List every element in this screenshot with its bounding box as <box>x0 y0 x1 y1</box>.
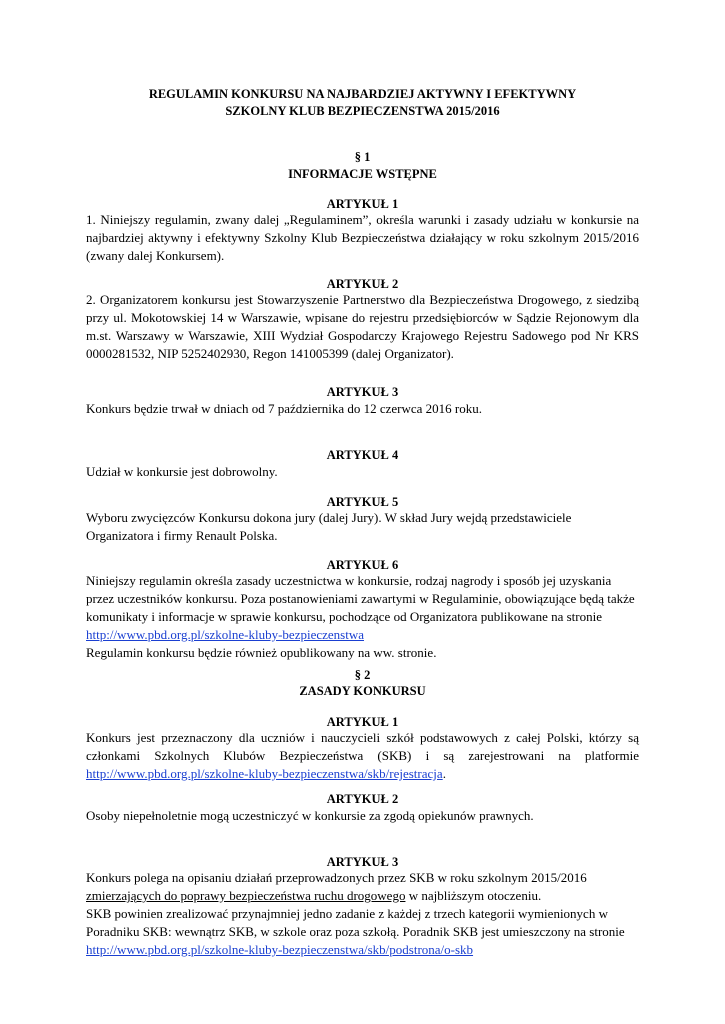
s1-article-6-text: Niniejszy regulamin określa zasady uczestnictwa w konkursie, rodzaj nagrody i sposób jej uzyskania przez uczestników konkursu. Poza postanowieniami zawartymi w Regulaminie, obowiązujące będą także komunikaty i informacje w sprawie konkursu, pochodzące od Organizatora publikowane na stronie <box>86 573 635 624</box>
s2-article-3-text-1: Konkurs polega na opisaniu działań przeprowadzonych przez SKB w roku szkolnym 2015/2016 <box>86 870 587 885</box>
section-2-number: § 2 <box>354 668 371 682</box>
s2-article-2-label: ARTYKUŁ 2 <box>326 792 399 806</box>
s2-article-2-text: Osoby niepełnoletnie mogą uczestniczyć w konkursie za zgodą opiekunów prawnych. <box>86 808 534 823</box>
o-skb-link[interactable]: http://www.pbd.org.pl/szkolne-kluby-bezpieczenstwa/skb/podstrona/o-skb <box>86 942 474 957</box>
szkolne-kluby-link[interactable]: http://www.pbd.org.pl/szkolne-kluby-bezpieczenstwa <box>86 627 364 642</box>
section-1-number: § 1 <box>354 150 371 164</box>
s2-article-3-paragraph <box>86 869 639 959</box>
s2-article-3-label: ARTYKUŁ 3 <box>326 855 399 869</box>
s1-article-6-text-after: Regulamin konkursu będzie również opublikowany na ww. stronie. <box>86 645 437 660</box>
s2-article-3-text-2: w najbliższym otoczeniu. <box>405 888 542 903</box>
s1-article-2-text: 2. Organizatorem konkursu jest Stowarzyszenie Partnerstwo dla Bezpieczeństwa Drogowego, z siedzibą przy ul. Mokotowskiej 14 w Warszawie, wpisane do rejestru przedsiębiorców w Sądzie Rejonowym dla m.st. Warszawy w Warszawie, XIII Wydział Gospodarczy Krajowego Rejestru Sadowego pod Nr KRS 0000281532, NIP 5252402930, Regon 141005399 (dalej Organizator). <box>86 292 639 361</box>
s1-article-3-label: ARTYKUŁ 3 <box>326 385 399 399</box>
s1-article-5-label: ARTYKUŁ 5 <box>326 495 399 509</box>
s2-article-1-label: ARTYKUŁ 1 <box>326 715 399 729</box>
s2-article-3-underlined: zmierzających do poprawy bezpieczeństwa ruchu drogowego <box>86 888 406 903</box>
s1-article-3-text: Konkurs będzie trwał w dniach od 7 października do 12 czerwca 2016 roku. <box>86 401 482 416</box>
section-1-heading: INFORMACJE WSTĘPNE <box>288 167 437 181</box>
s2-article-3-text-3: SKB powinien zrealizować przynajmniej jedno zadanie z każdej z trzech kategorii wymienionych w Poradniku SKB: wewnątrz SKB, w szkole oraz poza szkołą. Poradnik SKB jest umieszczony na stronie <box>86 906 625 939</box>
s1-article-4-text: Udział w konkursie jest dobrowolny. <box>86 464 278 479</box>
s2-article-1-text: Konkurs jest przeznaczony dla uczniów i nauczycieli szkół podstawowych z całej Polski, którzy są członkami Szkolnych Klubów Bezpieczeństwa (SKB) i są zarejestrowani na platformie <box>86 730 639 763</box>
s1-article-4-label: ARTYKUŁ 4 <box>326 448 399 462</box>
s1-article-5-text: Wyboru zwycięzców Konkursu dokona jury (dalej Jury). W skład Jury wejdą przedstawiciele Organizatora i firmy Renault Polska. <box>86 510 572 543</box>
title-line-2: SZKOLNY KLUB BEZPIECZENSTWA 2015/2016 <box>225 104 500 118</box>
rejestracja-link[interactable]: http://www.pbd.org.pl/szkolne-kluby-bezpieczenstwa/skb/rejestracja <box>86 766 443 781</box>
s2-article-1-paragraph <box>86 729 639 783</box>
s1-article-6-label: ARTYKUŁ 6 <box>326 558 399 572</box>
document-title <box>86 86 639 120</box>
section-2-heading: ZASADY KONKURSU <box>299 684 426 698</box>
s1-article-1-label: ARTYKUŁ 1 <box>326 197 399 211</box>
s1-article-1-text: 1. Niniejszy regulamin, zwany dalej „Regulaminem”, określa warunki i zasady udziału w konkursie na najbardziej aktywny i efektywny Szkolny Klub Bezpieczeństwa działający w roku szkolnym 2015/2016 (zwany dalej Konkursem). <box>86 212 639 263</box>
s1-article-2-label: ARTYKUŁ 2 <box>326 277 399 291</box>
s2-article-1-text-after: . <box>442 766 446 781</box>
s1-article-6-paragraph <box>86 572 639 662</box>
title-line-1: REGULAMIN KONKURSU NA NAJBARDZIEJ AKTYWNY I EFEKTYWNY <box>148 87 577 101</box>
